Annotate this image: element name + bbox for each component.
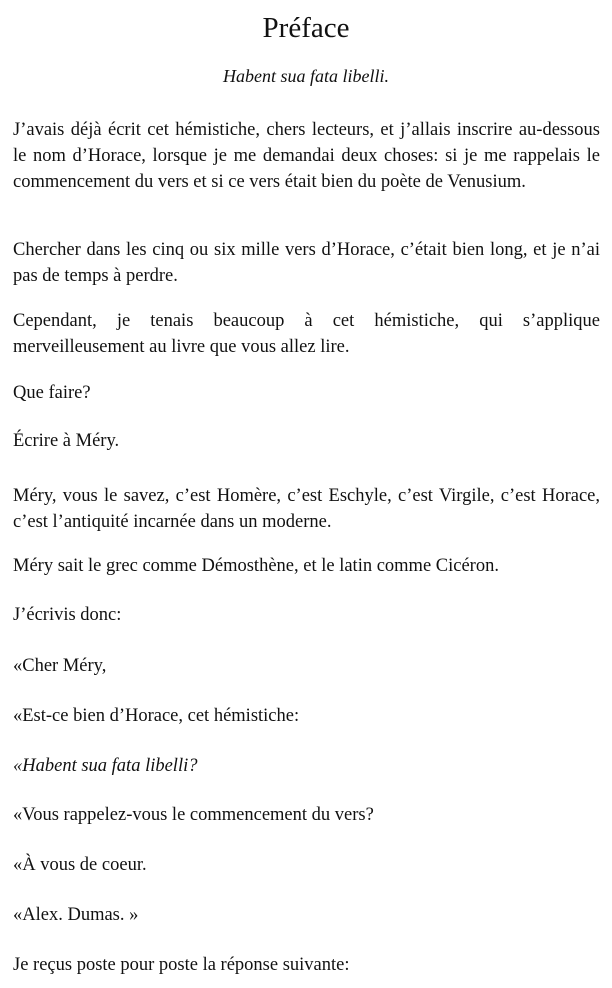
paragraph-7: Méry sait le grec comme Démosthène, et le latin comme Cicéron. — [13, 556, 499, 576]
letter-salutation: «Cher Méry, — [13, 656, 107, 676]
paragraph-3: Cependant, je tenais beaucoup à cet hémistiche, qui s’applique merveilleusement au livre que vous allez lire. — [13, 311, 600, 357]
paragraph-2: Chercher dans les cinq ou six mille vers d’Horace, c’était bien long, et je n’ai pas de temps à perdre. — [13, 240, 600, 286]
paragraph-5: Écrire à Méry. — [13, 431, 120, 451]
letter-line-quote: «Habent sua fata libelli? — [13, 756, 198, 776]
epigraph: Habent sua fata libelli. — [223, 66, 389, 86]
letter-closing: «À vous de coeur. — [13, 855, 147, 875]
paragraph-final: Je reçus poste pour poste la réponse suivante: — [13, 955, 350, 975]
paragraph-1: J’avais déjà écrit cet hémistiche, chers lecteurs, et j’allais inscrire au-dessous le nom d’Horace, lorsque je me demandai deux choses: si je me rappelais le commencement du vers et si ce vers était bien du poète de Venusium. — [13, 120, 600, 192]
letter-line-question: «Est-ce bien d’Horace, cet hémistiche: — [13, 706, 300, 726]
letter-line-verse-question: «Vous rappelez-vous le commencement du vers? — [13, 805, 374, 825]
letter-signature: «Alex. Dumas. » — [13, 905, 139, 925]
paragraph-4: Que faire? — [13, 383, 91, 403]
paragraph-6: Méry, vous le savez, c’est Homère, c’est Eschyle, c’est Virgile, c’est Horace, c’est l’antiquité incarnée dans un moderne. — [13, 486, 600, 532]
page-title: Préface — [262, 12, 350, 44]
paragraph-8: J’écrivis donc: — [13, 605, 122, 625]
